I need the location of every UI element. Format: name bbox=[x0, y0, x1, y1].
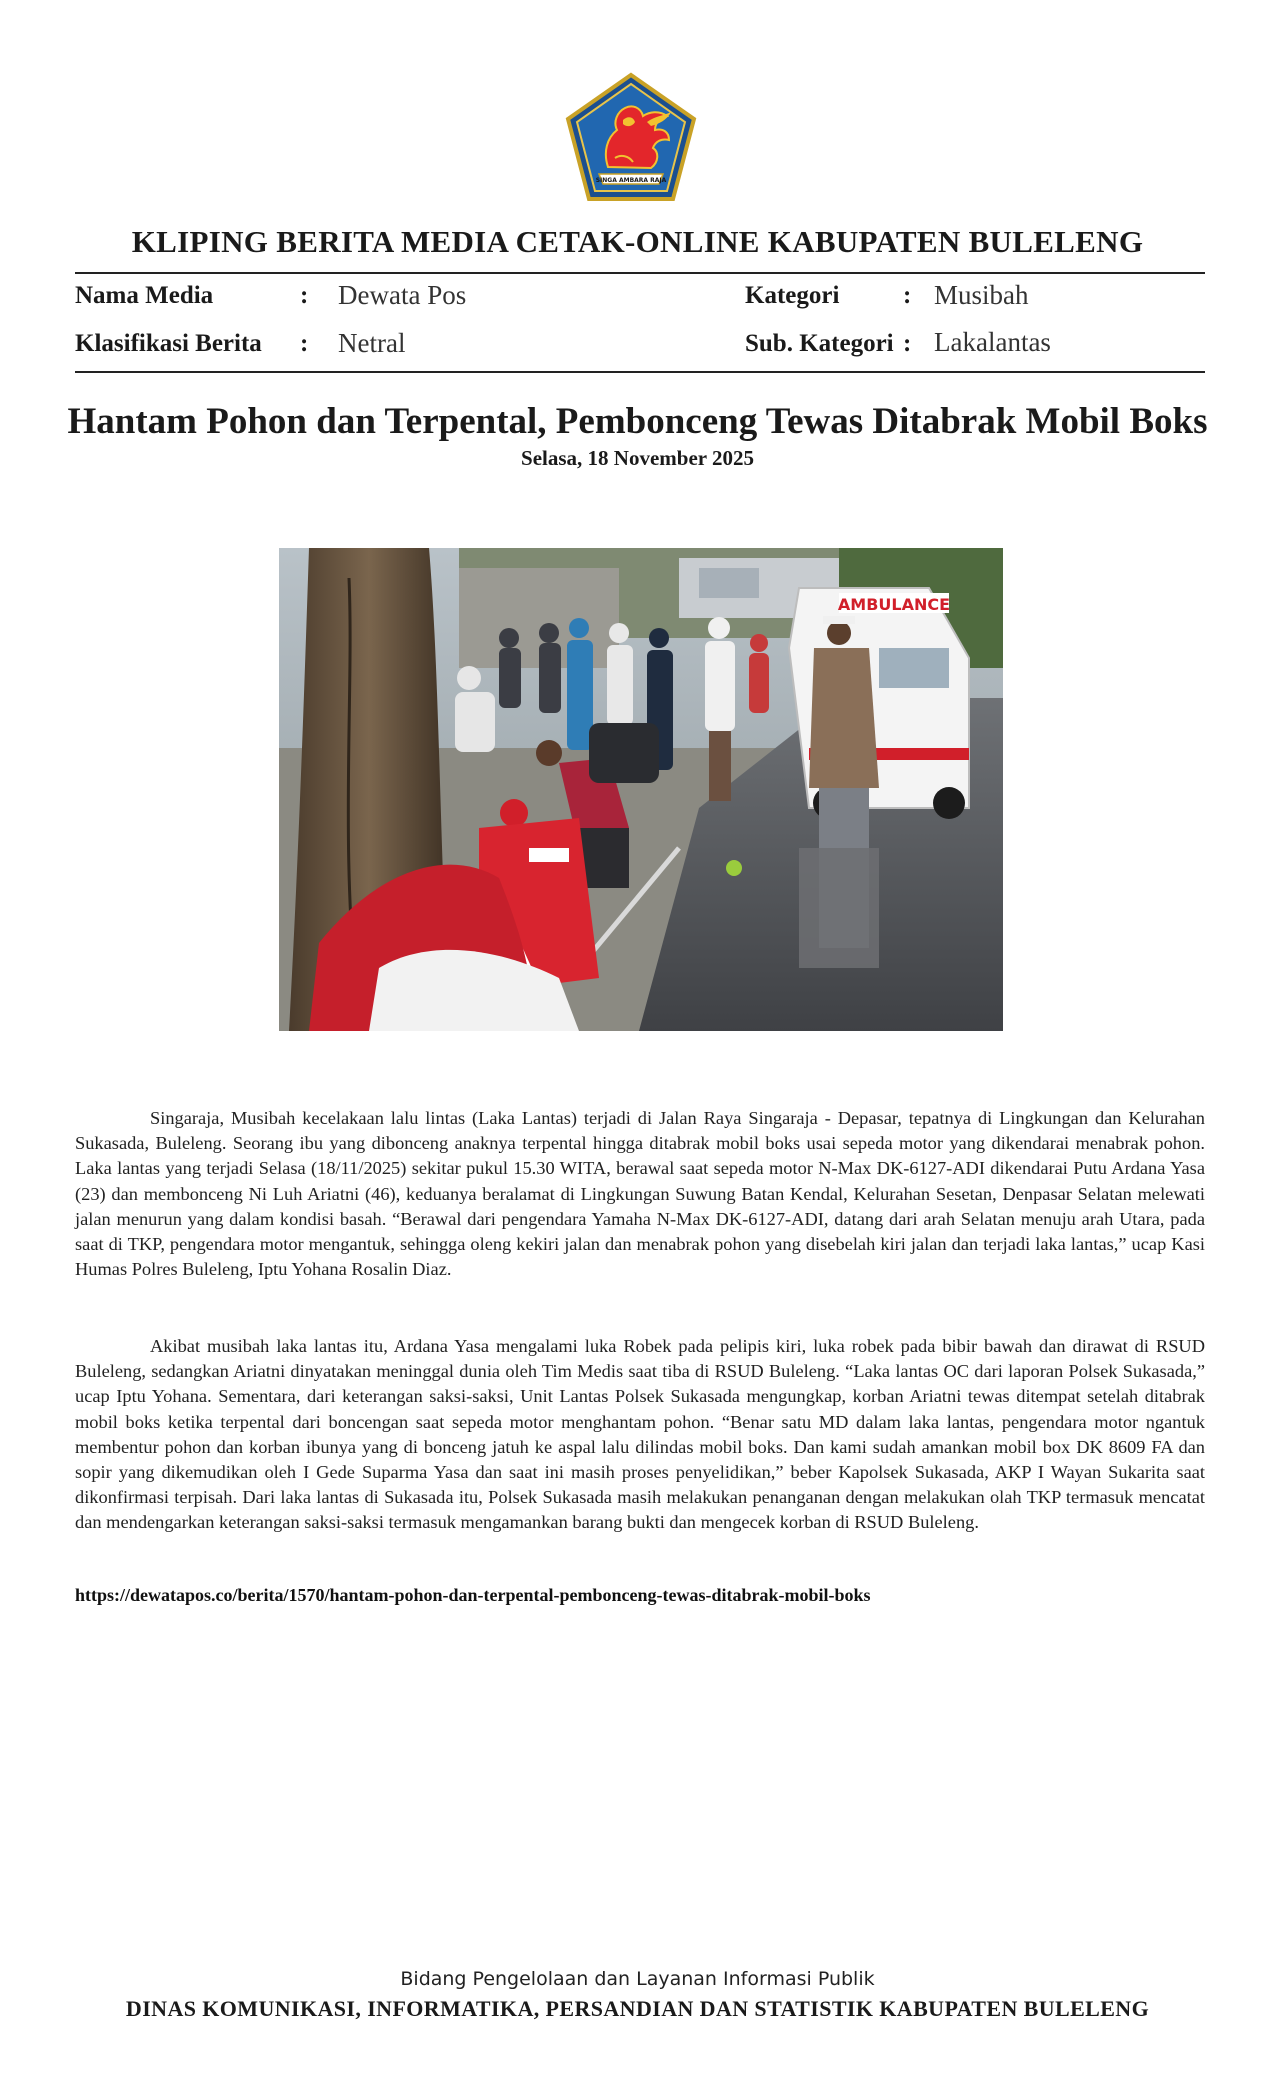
buleleng-regency-emblem-icon bbox=[563, 72, 699, 204]
colon: : bbox=[903, 330, 912, 357]
media-label: Nama Media bbox=[75, 282, 214, 309]
subcategory-value: Lakalantas bbox=[934, 327, 1051, 357]
article-paragraph-1 bbox=[75, 1106, 1205, 1282]
footer-agency-name: DINAS KOMUNIKASI, INFORMATIKA, PERSANDIAN DAN STATISTIK KABUPATEN BULELENG bbox=[125, 1996, 1150, 2021]
paragraph-text: Singaraja, Musibah kecelakaan lalu lintas (Laka Lantas) terjadi di Jalan Raya Singaraja - Depasar, tepatnya di Lingkungan dan Kelurahan Sukasada, Buleleng. Seorang ibu yang dibonceng anaknya terpental hingga ditabrak mobil boks usai sepeda motor yang dikendarai menabrak pohon. Laka lantas yang terjadi Selasa (18/11/2025) sekitar pukul 15.30 WITA, berawal saat sepeda motor N-Max DK-6127-ADI dikendarai Putu Ardana Yasa (23) dan membonceng Ni Luh Ariatni (46), keduanya beralamat di Lingkungan Suwung Batan Kendal, Kelurahan Sesetan, Denpasar Selatan melewati jalan menurun yang dalam kondisi basah. “Berawal dari pengendara Yamaha N-Max DK-6127-ADI, datang dari arah Selatan menuju arah Utara, pada saat di TKP, pengendara motor mengantuk, sehingga oleng kekiri jalan dan menabrak pohon yang disebelah kiri jalan dan terjadi laka lantas,” ucap Kasi Humas Polres Buleleng, Iptu Yohana Rosalin Diaz. bbox=[75, 1108, 1205, 1280]
news-photo bbox=[279, 548, 1003, 1031]
subcategory-label: Sub. Kategori bbox=[745, 330, 894, 357]
colon: : bbox=[300, 282, 309, 309]
ambulance-sign: AMBULANCE bbox=[837, 595, 951, 614]
colon: : bbox=[300, 330, 309, 357]
classification-label: Klasifikasi Berita bbox=[75, 330, 262, 357]
article-date: Selasa, 18 November 2025 bbox=[521, 446, 754, 470]
category-label: Kategori bbox=[745, 282, 840, 309]
article-paragraph-2 bbox=[75, 1334, 1205, 1536]
category-value: Musibah bbox=[934, 280, 1029, 310]
header-divider bbox=[75, 272, 1205, 274]
article-headline: Hantam Pohon dan Terpental, Pembonceng Tewas Ditabrak Mobil Boks bbox=[67, 401, 1208, 442]
footer-unit-name: Bidang Pengelolaan dan Layanan Informasi Publik bbox=[400, 1968, 875, 1990]
metadata-divider bbox=[75, 371, 1205, 373]
emblem-motto: SINGA AMBARA RAJA bbox=[595, 177, 667, 184]
media-value: Dewata Pos bbox=[338, 280, 467, 310]
paragraph-text: Akibat musibah laka lantas itu, Ardana Yasa mengalami luka Robek pada pelipis kiri, luka robek pada bibir bawah dan dirawat di RSUD Buleleng, sedangkan Ariatni dinyatakan meninggal dunia oleh Tim Medis saat tiba di RSUD Buleleng. “Laka lantas OC dari laporan Polsek Sukasada,” ucap Iptu Yohana. Sementara, dari keterangan saksi-saksi, Unit Lantas Polsek Sukasada mengungkap, korban Ariatni tewas ditempat setelah ditabrak mobil boks ketika terpental dari boncengan saat sepeda motor menghantam pohon. “Benar satu MD dalam laka lantas, pengendara motor ngantuk membentur pohon dan korban ibunya yang di bonceng jatuh ke aspal lalu dilindas mobil boks. Dan kami sudah amankan mobil box DK 8609 FA dan sopir yang dikemudikan oleh I Gede Suparma Yasa dan saat ini masih proses penyelidikan,” beber Kapolsek Sukasada, AKP I Wayan Sukarita saat dikonfirmasi terpisah. Dari laka lantas di Sukasada itu, Polsek Sukasada masih melakukan penanganan dengan melakukan olah TKP termasuk mencatat dan mendengarkan keterangan saksi-saksi termasuk mengamankan barang bukti dan mengecek korban di RSUD Buleleng. bbox=[75, 1336, 1205, 1533]
classification-value: Netral bbox=[338, 328, 406, 358]
clipping-header-title: KLIPING BERITA MEDIA CETAK-ONLINE KABUPATEN BULELENG bbox=[131, 224, 1144, 259]
source-link[interactable]: https://dewatapos.co/berita/1570/hantam-pohon-dan-terpental-pembonceng-tewas-ditabrak-mobil-boks bbox=[75, 1585, 871, 1605]
colon: : bbox=[903, 282, 912, 309]
